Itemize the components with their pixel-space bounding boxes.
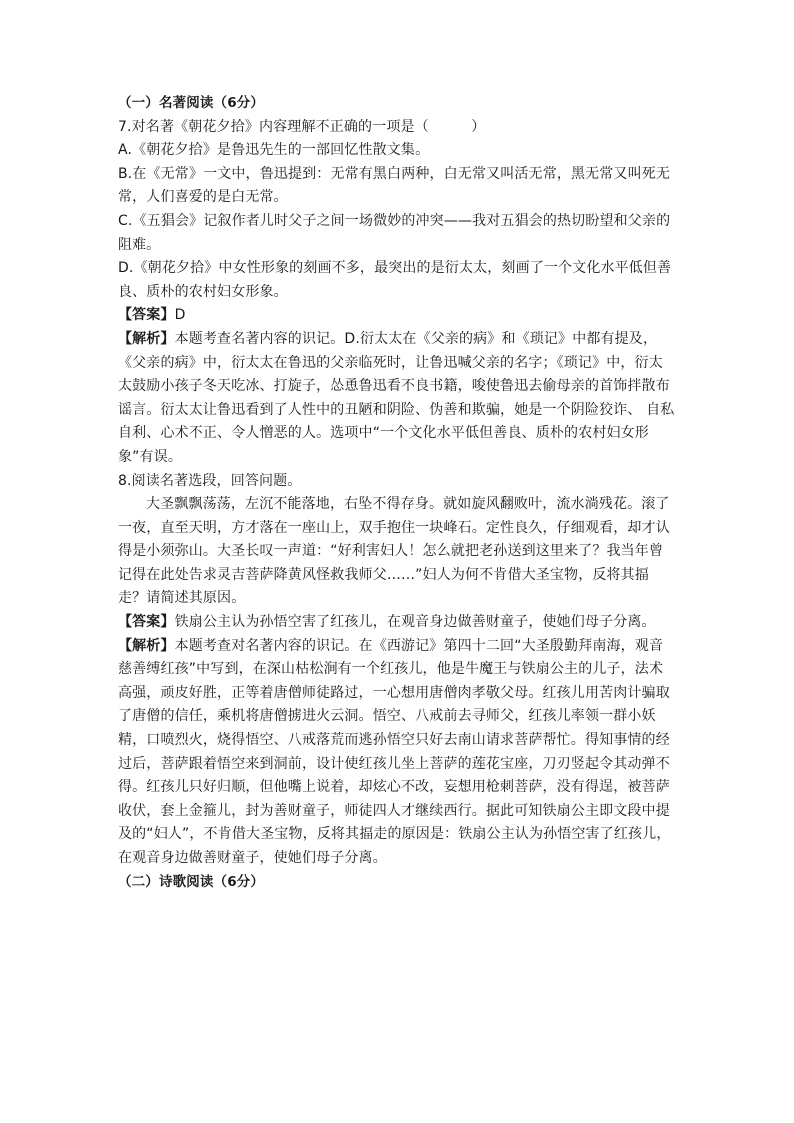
q8-passage-line1: 大圣飘飘荡荡，左沉不能落地，右坠不得存身。就如旋风翻败叶，流水淌残花。滚了 bbox=[146, 496, 670, 513]
q8-analysis-line1 bbox=[118, 635, 678, 659]
q8-analysis-line4: 了唐僧的信任，乘机将唐僧掳进火云洞。悟空、八戒前去寻师父，红孩儿率领一群小妖 bbox=[118, 708, 656, 725]
q8-analysis-line6: 过后，菩萨跟着悟空来到洞前，设计使红孩儿坐上菩萨的莲花宝座，刀刃竖起令其动弹不 bbox=[118, 755, 670, 772]
analysis-label: 【解析】 bbox=[118, 330, 175, 347]
analysis-text: 本题考查名著内容的识记。D.衍太太在《父亲的病》和《琐记》中都有提及， bbox=[174, 330, 658, 347]
q7-option-a: A.《朝花夕拾》是鲁迅先生的一部回忆性散文集。 bbox=[118, 142, 430, 159]
q8-passage-line3: 得是小须弥山。大圣长叹一声道：“好利害妇人！怎么就把老孙送到这里来了？我当年曾 bbox=[118, 543, 664, 560]
analysis-text: 本题考查对名著内容的识记。在《西游记》第四十二回“大圣殷勤拜南海，观音 bbox=[174, 637, 664, 654]
q8-analysis-line7: 得。红孩儿只好归顺，但他嘴上说着，却炫心不改，妄想用枪刺菩萨，没有得逞，被菩萨 bbox=[118, 779, 670, 796]
q7-stem: 7.对名著《朝花夕拾》内容理解不正确的一项是（ ） bbox=[118, 118, 486, 135]
q7-option-b-line2: 常，人们喜爱的是白无常。 bbox=[118, 189, 288, 206]
analysis-label: 【解析】 bbox=[118, 637, 175, 654]
answer-text: 铁扇公主认为孙悟空害了红孩儿，在观音身边做善财童子，使她们母子分离。 bbox=[174, 614, 656, 631]
q8-analysis-line5: 精，口喷烈火，烧得悟空、八戒落荒而逃孙悟空只好去南山请求菩萨帮忙。得知事情的经 bbox=[118, 732, 670, 749]
q8-stem: 8.阅读名著选段，回答问题。 bbox=[118, 472, 302, 489]
answer-label: 【答案】 bbox=[118, 307, 175, 324]
q8-passage-line2: 一夜，直至天明，方才落在一座山上，双手抱住一块峰石。定性良久，仔细观看，却才认 bbox=[118, 519, 670, 536]
q7-option-b-line1: B.在《无常》一文中，鲁迅提到：无常有黑白两种，白无常又叫活无常，黑无常又叫死无 bbox=[118, 165, 671, 182]
q8-answer bbox=[118, 611, 678, 635]
document-page bbox=[118, 92, 678, 894]
q8-passage-line5: 走？请简述其原因。 bbox=[118, 590, 246, 607]
q8-analysis-line2: 慈善缚红孩”中写到，在深山枯松涧有一个红孩儿，他是牛魔王与铁扇公主的儿子，法术 bbox=[118, 661, 664, 678]
answer-text: D bbox=[174, 307, 186, 324]
answer-label: 【答案】 bbox=[118, 614, 175, 631]
section1-title: （一）名著阅读（6分） bbox=[118, 95, 265, 111]
q7-analysis-line6: 象”有误。 bbox=[118, 448, 183, 465]
q8-analysis-line8: 收伏，套上金箍儿，封为善财童子，师徒四人才继续西行。据此可知铁扇公主即文段中提 bbox=[118, 802, 670, 819]
q7-option-c-line1: C.《五猖会》记叙作者儿时父子之间一场微妙的冲突——我对五猖会的热切盼望和父亲的 bbox=[118, 212, 671, 229]
q7-analysis-line4: 谣言。衍太太让鲁迅看到了人性中的丑陋和阴险、伪善和欺骗，她是一个阴险狡诈、 自私 bbox=[118, 401, 675, 418]
q8-analysis-line10: 在观音身边做善财童子，使她们母子分离。 bbox=[118, 850, 387, 866]
q8-passage-line4: 记得在此处告求灵吉菩萨降黄风怪救我师父……”妇人为何不肯借大圣宝物，反将其揊 bbox=[118, 566, 649, 583]
q8-analysis-line3: 高强，顽皮好胜，正等着唐僧师徒路过，一心想用唐僧肉孝敬父母。红孩儿用苦肉计骗取 bbox=[118, 684, 670, 701]
section2-title: （二）诗歌阅读（6分） bbox=[118, 873, 265, 890]
q7-answer bbox=[118, 304, 678, 328]
q8-analysis-line9: 及的“妇人”，不肯借大圣宝物，反将其揊走的原因是：铁扇公主认为孙悟空害了红孩儿， bbox=[118, 826, 671, 843]
q7-analysis-line3: 太鼓励小孩子冬天吃冰、打旋子，怂恿鲁迅看不良书籍，唆使鲁迅去偷母亲的首饰拌散布 bbox=[118, 378, 670, 395]
q7-analysis-line1 bbox=[118, 328, 678, 352]
q7-option-d-line1: D.《朝花夕拾》中女性形象的刻画不多，最突出的是衍太太，刻画了一个文化水平低但善 bbox=[118, 260, 672, 277]
q7-analysis-line5: 自利、心术不正、令人憎恶的人。选项中“一个文化水平低但善良、质朴的农村妇女形 bbox=[118, 425, 649, 442]
q7-option-d-line2: 良、质朴的农村妇女形象。 bbox=[118, 283, 288, 300]
q7-option-c-line2: 阻难。 bbox=[118, 236, 161, 253]
q7-analysis-line2: 《父亲的病》中，衍太太在鲁迅的父亲临死时，让鲁迅喊父亲的名字；《琐记》中，衍太 bbox=[118, 354, 663, 371]
